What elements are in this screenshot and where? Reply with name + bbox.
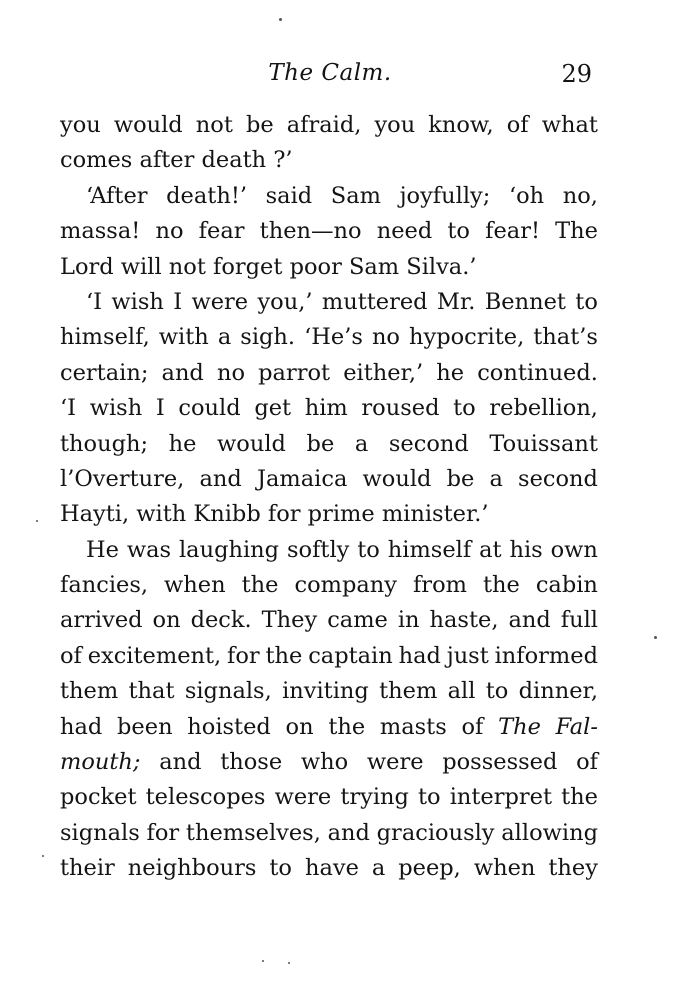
word: for — [227, 642, 260, 669]
word: l’Overture, — [60, 465, 185, 492]
text-line — [60, 356, 598, 391]
word: arrived — [60, 607, 143, 634]
word: a — [371, 855, 386, 882]
word: would — [113, 112, 183, 138]
text-line — [60, 179, 598, 214]
word: when — [164, 572, 226, 599]
word: ‘oh — [508, 182, 545, 209]
text-line — [60, 108, 598, 143]
word: excitement, — [87, 642, 222, 669]
word: sigh. — [240, 324, 296, 351]
word: masts — [379, 713, 447, 740]
word: all — [447, 678, 476, 705]
word: full — [560, 607, 598, 634]
word: and — [327, 819, 370, 846]
word: cabin — [535, 572, 598, 599]
text-line — [60, 816, 598, 851]
word: have — [304, 855, 359, 882]
word: what — [541, 112, 598, 138]
page-number: 29 — [561, 60, 592, 88]
text-line — [60, 851, 598, 886]
word: certain; — [60, 359, 149, 386]
word: no — [216, 359, 246, 386]
word: graciously — [376, 819, 495, 846]
word: informed — [494, 642, 598, 669]
word: I — [155, 395, 165, 422]
word: The — [498, 713, 541, 740]
word: were — [274, 784, 332, 811]
word: Mr. — [436, 288, 476, 315]
scan-speck — [279, 18, 282, 21]
word: telescopes — [145, 784, 266, 811]
text-line — [60, 568, 598, 603]
word: ‘I — [60, 395, 77, 422]
word: the — [241, 572, 279, 599]
word: with — [158, 324, 209, 351]
word: were — [191, 288, 249, 315]
word: were — [366, 749, 424, 776]
word: deck. — [190, 607, 252, 634]
word: on — [152, 607, 181, 634]
scan-speck — [42, 855, 44, 857]
text-line — [60, 320, 598, 355]
word: second — [518, 465, 598, 492]
word: ‘After — [86, 182, 148, 209]
word: signals, — [184, 678, 272, 705]
word: when — [473, 855, 536, 882]
text-line — [60, 462, 598, 497]
word: either,’ — [343, 359, 424, 386]
text-line — [60, 427, 598, 462]
word: was — [126, 536, 172, 563]
word: and — [199, 465, 242, 492]
word: fancies, — [60, 572, 149, 599]
word: to — [447, 218, 470, 245]
word: muttered — [321, 288, 428, 315]
text-line — [60, 533, 598, 568]
scan-speck — [654, 636, 657, 639]
word: came — [327, 607, 388, 634]
word: I — [173, 288, 183, 315]
word: of — [60, 642, 82, 669]
word: no — [155, 218, 184, 245]
text-line — [60, 250, 598, 285]
word: on — [285, 713, 314, 740]
word: at — [479, 536, 502, 563]
line-text: comes after death ?’ — [60, 147, 293, 174]
word: interpret — [449, 784, 553, 811]
word: be — [245, 112, 274, 138]
word: He — [86, 536, 119, 563]
word: be — [306, 430, 335, 457]
word: get — [254, 395, 292, 422]
word: no — [371, 324, 400, 351]
word: themselves, — [185, 819, 321, 846]
word: Touissant — [489, 430, 598, 457]
word: to — [357, 536, 380, 563]
scan-speck — [262, 960, 264, 962]
word: no, — [562, 182, 598, 209]
word: then—no — [259, 218, 362, 245]
word: the — [561, 784, 598, 811]
word: allowing — [501, 819, 598, 846]
text-line — [60, 497, 598, 532]
scan-speck — [36, 520, 38, 522]
word: the — [482, 572, 520, 599]
running-title: The Calm. — [268, 60, 392, 86]
line-text: Lord will not forget poor Sam Silva.’ — [60, 253, 477, 280]
word: you — [374, 112, 416, 138]
word: they — [548, 855, 598, 882]
word: Bennet — [484, 288, 566, 315]
word: him — [304, 395, 348, 422]
word: second — [388, 430, 469, 457]
word: signals — [60, 819, 140, 846]
word: laughing — [178, 536, 280, 563]
word: ‘I — [86, 288, 103, 315]
word: for — [146, 819, 180, 846]
word: neighbours — [127, 855, 257, 882]
word: though; — [60, 430, 149, 457]
word: in — [397, 607, 420, 634]
word: roused — [361, 395, 440, 422]
text-line — [60, 710, 598, 745]
word: Sam — [330, 182, 381, 209]
text-line — [60, 780, 598, 815]
word: been — [117, 713, 173, 740]
word: wish — [89, 395, 143, 422]
word: from — [412, 572, 467, 599]
word: he — [168, 430, 197, 457]
text-line — [60, 639, 598, 674]
word: a — [354, 430, 369, 457]
word: parrot — [258, 359, 331, 386]
word: of — [506, 112, 529, 138]
line-text: Hayti, with Knibb for prime minister.’ — [60, 501, 489, 528]
word: his — [509, 536, 543, 563]
text-line — [60, 214, 598, 249]
word: you,’ — [257, 288, 313, 315]
word: the — [265, 642, 303, 669]
word: a — [217, 324, 232, 351]
word: had — [60, 713, 103, 740]
word: fear — [198, 218, 245, 245]
word: They — [261, 607, 318, 634]
word: death!’ — [166, 182, 248, 209]
page-header — [60, 56, 600, 92]
word: them — [379, 678, 438, 705]
text-line — [60, 143, 598, 178]
word: need — [376, 218, 433, 245]
word: fear! — [485, 218, 540, 245]
text-line — [60, 745, 598, 780]
word: that — [128, 678, 175, 705]
word: mouth; — [60, 749, 141, 776]
word: a — [489, 465, 503, 492]
word: to — [269, 855, 292, 882]
word: and — [508, 607, 551, 634]
word: would — [217, 430, 286, 457]
word: would — [362, 465, 432, 492]
word: company — [294, 572, 397, 599]
word: them — [60, 678, 119, 705]
word: you — [60, 112, 101, 138]
word: softly — [286, 536, 350, 563]
word: ‘He’s — [304, 324, 363, 351]
word: to — [453, 395, 476, 422]
text-line — [60, 391, 598, 426]
text-line — [60, 603, 598, 638]
word: to — [418, 784, 441, 811]
word: to — [575, 288, 598, 315]
word: just — [446, 642, 489, 669]
word: had — [398, 642, 441, 669]
word: Jamaica — [256, 465, 348, 492]
word: their — [60, 855, 115, 882]
word: and — [159, 749, 202, 776]
word: be — [446, 465, 475, 492]
word: pocket — [60, 784, 137, 811]
word: wish — [111, 288, 164, 315]
word: afraid, — [286, 112, 362, 138]
word: not — [195, 112, 233, 138]
word: of — [576, 749, 598, 776]
word: the — [328, 713, 366, 740]
word: said — [265, 182, 313, 209]
word: that’s — [533, 324, 598, 351]
word: himself — [387, 536, 472, 563]
word: dinner, — [518, 678, 598, 705]
word: own — [550, 536, 598, 563]
text-line — [60, 285, 598, 320]
word: to — [485, 678, 509, 705]
word: rebellion, — [489, 395, 598, 422]
word: continued. — [477, 359, 598, 386]
word: who — [300, 749, 349, 776]
word: and — [161, 359, 204, 386]
word: massa! — [60, 218, 141, 245]
word: Fal- — [555, 713, 598, 740]
word: joyfully; — [399, 182, 491, 209]
word: peep, — [398, 855, 461, 882]
word: hoisted — [187, 713, 271, 740]
word: he — [436, 359, 465, 386]
word: know, — [428, 112, 494, 138]
word: hypocrite, — [409, 324, 525, 351]
word: The — [555, 218, 598, 245]
text-line — [60, 674, 598, 709]
word: could — [178, 395, 241, 422]
word: possessed — [442, 749, 558, 776]
word: himself, — [60, 324, 150, 351]
word: inviting — [282, 678, 369, 705]
word: haste, — [429, 607, 499, 634]
word: those — [220, 749, 283, 776]
body-text — [60, 108, 598, 887]
scan-speck — [288, 962, 290, 964]
word: of — [461, 713, 484, 740]
word: captain — [308, 642, 393, 669]
word: trying — [340, 784, 409, 811]
